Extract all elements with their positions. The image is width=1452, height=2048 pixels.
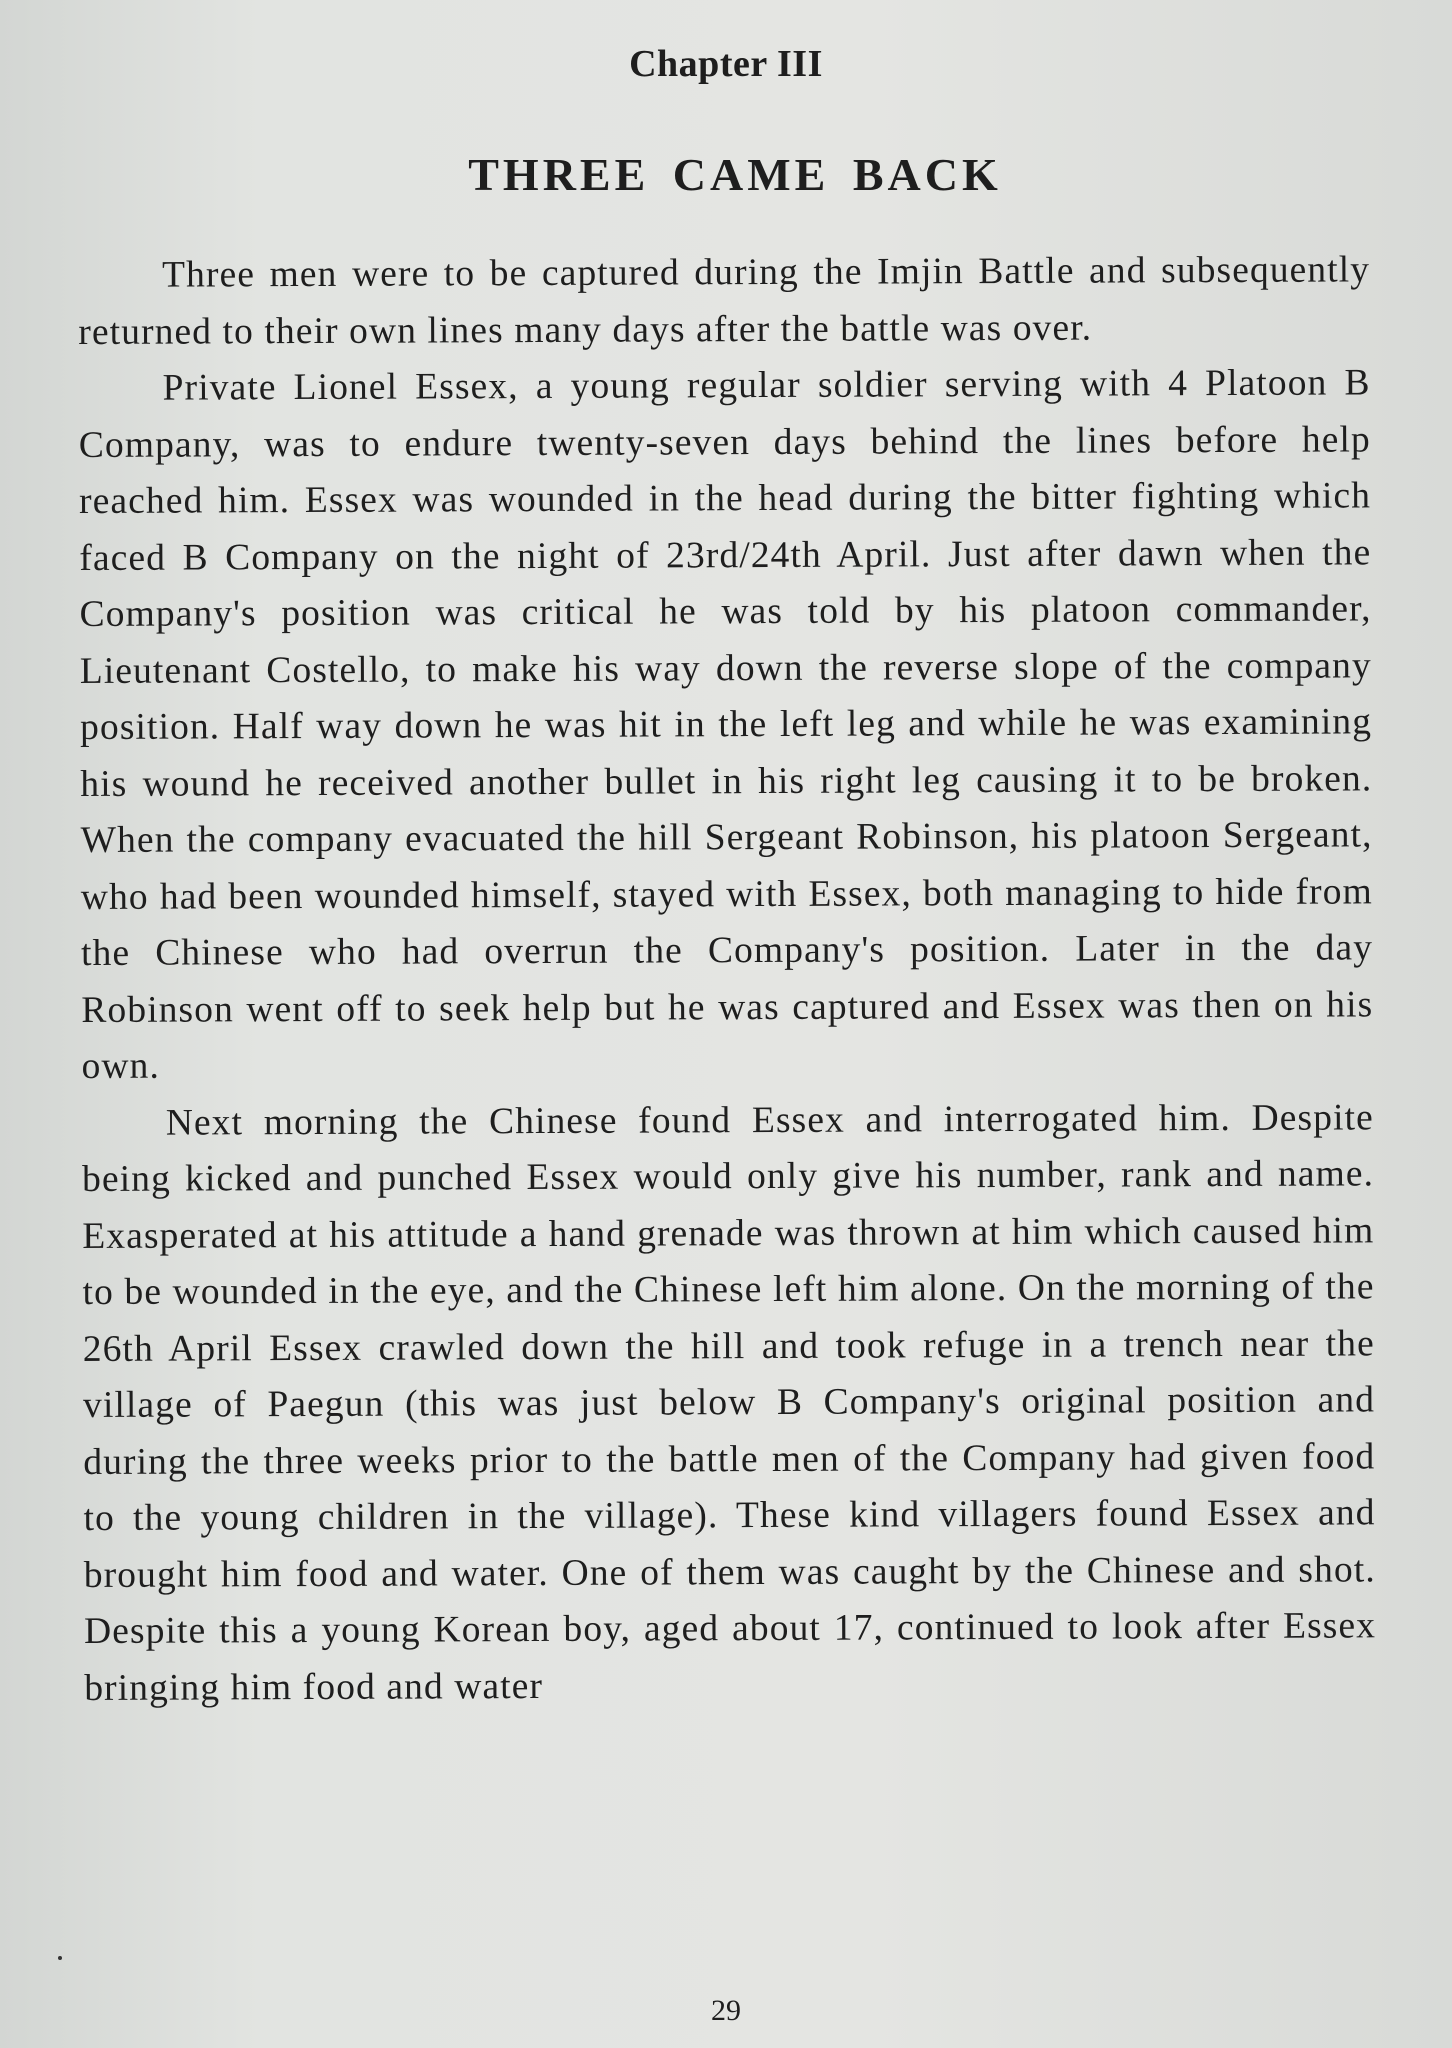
body-text: [78, 242, 1376, 1717]
page-number: 29: [711, 1994, 741, 2027]
paragraph: Next morning the Chinese found Essex and interrogated him. Despite being kicked and punched Essex would only give his number, rank and name. Exasperated at his attitude a hand grenade was thrown at him which caused him to be wounded in the eye, and the Chinese left him alone. On the morning of the 26th April Essex crawled down the hill and took refuge in a trench near the village of Paegun (this was just below B Company's original position and during the three weeks prior to the battle men of the Company had given food to the young children in the village). These kind villagers found Essex and brought him food and water. One of them was caught by the Chinese and shot. Despite this a young Korean boy, aged about 17, continued to look after Essex bringing him food and water: [81, 1096, 1377, 1709]
paragraph: Three men were to be captured during the Imjin Battle and subsequently returned to their own lines many days after the battle was over.: [78, 249, 1371, 353]
chapter-heading: Chapter III: [629, 43, 823, 85]
paragraph: Private Lionel Essex, a young regular soldier serving with 4 Platoon B Company, was to endure twenty-seven days behind the lines before help reached him. Essex was wounded in the head during the bitter fighting which faced B Company on the night of 23rd/24th April. Just after dawn when the Company's position was critical he was told by his platoon commander, Lieutenant Costello, to make his way down the reverse slope of the company position. Half way down he was hit in the left leg and while he was examining his wound he received another bullet in his right leg causing it to be broken. When the company evacuated the hill Sergeant Robinson, his platoon Sergeant, who had been wounded himself, stayed with Essex, both managing to hide from the Chinese who had overrun the Company's position. Later in the day Robinson went off to seek help but he was captured and Essex was then on his own.: [78, 362, 1374, 1087]
chapter-title: THREE CAME BACK: [468, 149, 1002, 200]
ink-speck: [58, 1956, 62, 1960]
